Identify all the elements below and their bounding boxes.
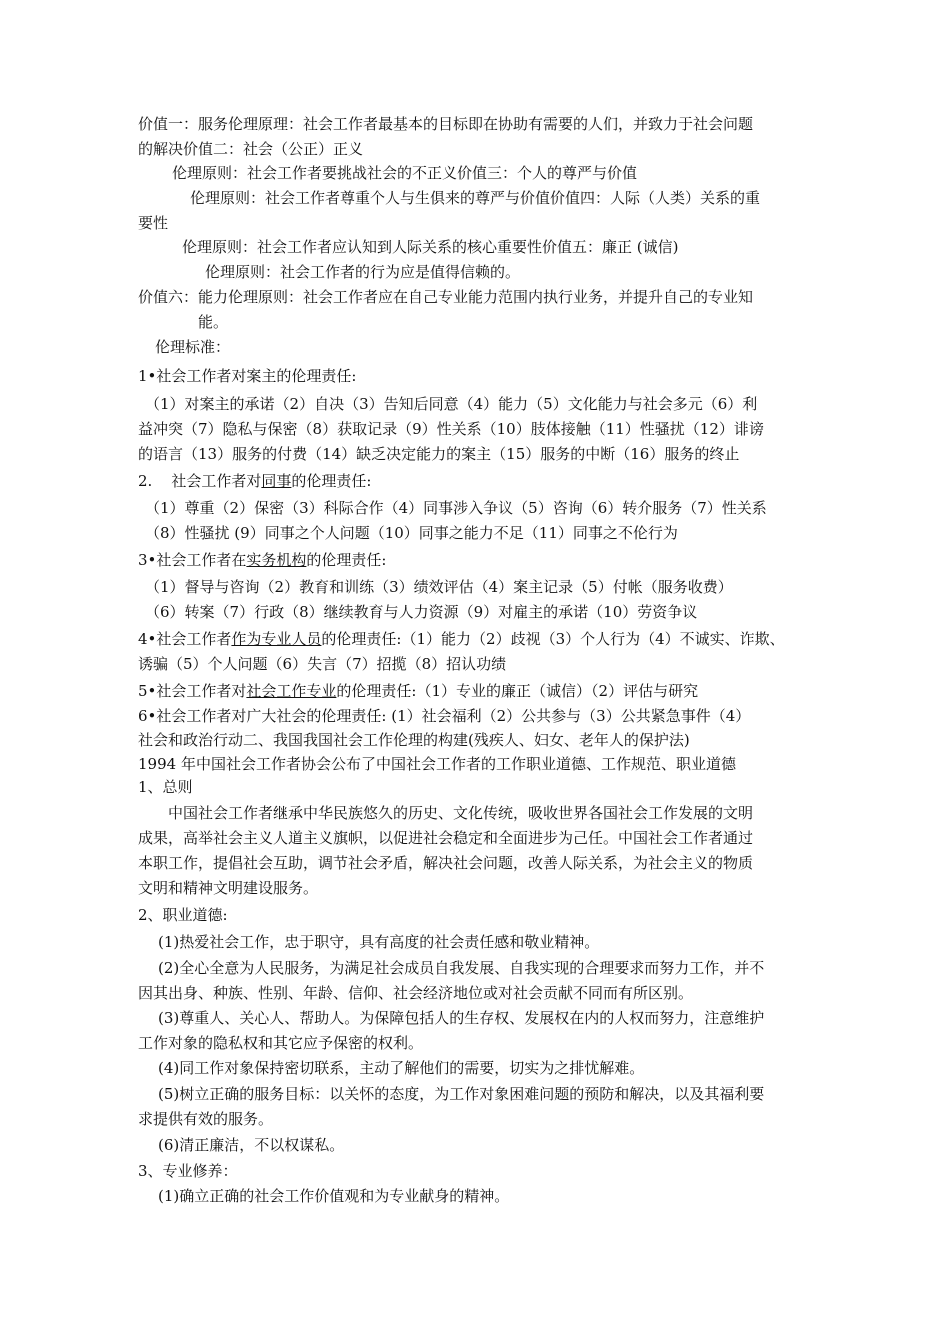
text-line: 文明和精神文明建设服务。 [138,879,319,897]
text-line: 因其出身、种族、性别、年龄、信仰、社会经济地位或对社会贡献不同而有所区别。 [138,984,694,1002]
text-line: 伦理原则：社会工作者的行为应是值得信赖的。 [205,263,521,281]
text-line: 价值六：能力伦理原则：社会工作者应在自己专业能力范围内执行业务，并提升自己的专业知 [138,288,754,306]
text-line: 本职工作，提倡社会互助，调节社会矛盾，解决社会问题，改善人际关系，为社会主义的物质 [138,854,754,872]
text-line: 工作对象的隐私权和其它应予保密的权利。 [138,1034,424,1052]
text-line: 伦理原则：社会工作者应认知到人际关系的核心重要性价值五：廉正 (诚信) [182,238,679,256]
text-line: （1）尊重（2）保密（3）科际合作（4）同事涉入争议（5）咨询（6）转介服务（7）性关系 [145,499,767,517]
text-line: (4)同工作对象保持密切联系，主动了解他们的需要，切实为之排忧解难。 [158,1059,645,1077]
text-line: 能。 [198,313,229,331]
section-heading: 3、专业修养： [138,1162,238,1180]
text-line: 伦理原则：社会工作者要挑战社会的不正义价值三：个人的尊严与价值 [172,164,638,182]
text-line: (2)全心全意为人民服务，为满足社会成员自我发展、自我实现的合理要求而努力工作，并不 [158,959,765,977]
text-line: （6）转案（7）行政（8）继续教育与人力资源（9）对雇主的承诺（10）劳资争议 [145,603,698,621]
underlined-phrase: 同事 [261,472,292,490]
text-line: （1）对案主的承诺（2）自决（3）告知后同意（4）能力（5）文化能力与社会多元（6）利 [145,395,758,413]
text-line: 的解决价值二：社会（公正）正义 [138,140,364,158]
section-heading: 伦理标准： [155,338,231,356]
text-line: 诱骗（5）个人问题（6）失言（7）招揽（8）招认功绩 [138,655,507,673]
text-line: 4•社会工作者作为专业人员的伦理责任:（1）能力（2）歧视（3）个人行为（4）不诚实、诈欺、 [138,630,785,648]
section-heading: 1、总则 [138,778,193,796]
text-line: (1)热爱社会工作，忠于职守，具有高度的社会责任感和敬业精神。 [158,933,600,951]
underlined-phrase: 实务机构 [246,551,307,569]
text-line: 价值一：服务伦理原理：社会工作者最基本的目标即在协助有需要的人们，并致力于社会问题 [138,115,754,133]
text-line: （8）性骚扰 (9）同事之个人问题（10）同事之能力不足（11）同事之不伦行为 [145,524,678,542]
text-line: (6)清正廉洁，不以权谋私。 [158,1136,345,1154]
text-line: 伦理原则：社会工作者尊重个人与生俱来的尊严与价值价值四：人际（人类）关系的重 [190,189,761,207]
text-line: 3•社会工作者在实务机构的伦理责任: [138,551,387,569]
text-line: 益冲突（7）隐私与保密（8）获取记录（9）性关系（10）肢体接触（11）性骚扰（12）诽谤 [138,420,764,438]
text-line: 的语言（13）服务的付费（14）缺乏决定能力的案主（15）服务的中断（16）服务的终止 [138,445,740,463]
text-line: 5•社会工作者对社会工作专业的伦理责任:（1）专业的廉正（诚信）（2）评估与研究 [138,682,699,700]
text-line: (1)确立正确的社会工作价值观和为专业献身的精神。 [158,1187,510,1205]
text-line: (5)树立正确的服务目标：以关怀的态度，为工作对象困难问题的预防和解决，以及其福利要 [158,1085,765,1103]
text-line: 求提供有效的服务。 [138,1110,274,1128]
underlined-phrase: 作为专业人员 [231,630,322,648]
text-line: 2. 社会工作者对同事的伦理责任: [138,472,372,490]
underlined-phrase: 社会工作专业 [246,682,337,700]
text-line: 1994 年中国社会工作者协会公布了中国社会工作者的工作职业道德、工作规范、职业道德 [138,755,736,773]
text-line: 中国社会工作者继承中华民族悠久的历史、文化传统，吸收世界各国社会工作发展的文明 [168,804,754,822]
text-line: 1•社会工作者对案主的伦理责任: [138,367,357,385]
text-line: (3)尊重人、关心人、帮助人。为保障包括人的生存权、发展权在内的人权而努力，注意维护 [158,1009,765,1027]
section-heading: 2、职业道德: [138,906,228,924]
text-line: （1）督导与咨询（2）教育和训练（3）绩效评估（4）案主记录（5）付帐（服务收费） [145,578,733,596]
text-line: 成果，高举社会主义人道主义旗帜，以促进社会稳定和全面进步为己任。中国社会工作者通过 [138,829,754,847]
text-line: 6•社会工作者对广大社会的伦理责任: (1）社会福利（2）公共参与（3）公共紧急事件（4） [138,707,751,725]
text-line: 社会和政治行动二、我国我国社会工作伦理的构建(残疾人、妇女、老年人的保护法) [138,731,690,749]
text-line: 要性 [138,214,169,232]
